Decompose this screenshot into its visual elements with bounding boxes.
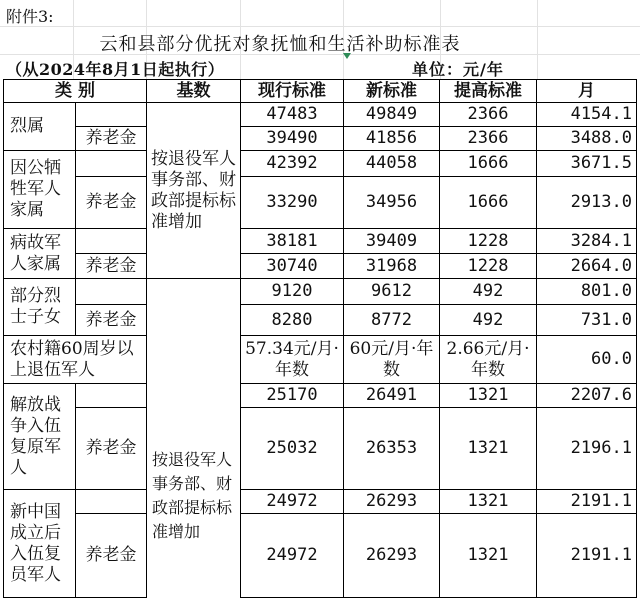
effective-date: （从2024年8月1日起执行） [6,60,225,79]
month-cell: 2913.0 [537,177,637,229]
new-cell: 41856 [344,127,440,151]
new-cell: 26491 [344,384,440,408]
increase-cell: 1228 [440,254,537,279]
table-row [4,336,637,384]
current-cell: 25170 [241,384,344,408]
new-cell: 60元/月·年数 [344,336,440,384]
month-cell: 2191.1 [537,490,637,514]
new-cell: 34956 [344,177,440,229]
category-cell: 因公牺牲军人家属 [4,151,76,229]
table-row [4,408,637,490]
month-cell: 801.0 [537,279,637,305]
header-current: 现行标准 [241,80,344,103]
current-cell: 24972 [241,514,344,598]
header-month: 月 [537,80,637,103]
increase-cell: 1321 [440,384,537,408]
document-title: 云和县部分优抚对象抚恤和生活补助标准表 [99,34,461,55]
category-cell: 部分烈士子女 [4,279,76,336]
new-cell: 26293 [344,514,440,598]
subcategory-cell: 养老金 [76,127,147,151]
current-cell: 47483 [241,103,344,127]
table-row [4,103,637,127]
table-row [4,229,637,254]
month-cell: 3488.0 [537,127,637,151]
table-row [4,151,637,177]
category-cell: 解放战争入伍复原军人 [4,384,76,490]
current-cell: 39490 [241,127,344,151]
header-increase: 提高标准 [440,80,537,103]
month-cell: 4154.1 [537,103,637,127]
header-category: 类 别 [4,80,147,103]
month-cell: 2191.1 [537,514,637,598]
increase-cell: 2.66元/月·年数 [440,336,537,384]
subcategory-cell [76,279,147,305]
subcategory-cell: 养老金 [76,305,147,336]
increase-cell: 1666 [440,151,537,177]
increase-cell: 492 [440,305,537,336]
increase-cell: 1666 [440,177,537,229]
table-row [4,177,637,229]
standards-table [3,79,637,598]
table-row [4,127,637,151]
current-cell: 30740 [241,254,344,279]
new-cell: 49849 [344,103,440,127]
basis-note-blank [147,279,241,598]
table-row [4,490,637,514]
month-cell: 731.0 [537,305,637,336]
subcategory-cell [76,490,147,514]
table-row [4,279,637,305]
new-cell: 26353 [344,408,440,490]
month-cell: 60.0 [537,336,637,384]
subcategory-cell [76,384,147,408]
table-row [4,514,637,598]
current-cell: 57.34元/月·年数 [241,336,344,384]
current-cell: 25032 [241,408,344,490]
increase-cell: 1228 [440,229,537,254]
current-cell: 8280 [241,305,344,336]
header-new: 新标准 [344,80,440,103]
increase-cell: 1321 [440,514,537,598]
current-cell: 33290 [241,177,344,229]
subcategory-cell: 养老金 [76,254,147,279]
increase-cell: 2366 [440,127,537,151]
category-cell: 烈属 [4,103,76,151]
new-cell: 31968 [344,254,440,279]
current-cell: 38181 [241,229,344,254]
table-row [4,254,637,279]
table-row [4,305,637,336]
basis-note-second: 按退役军人事务部、财政部提标标准增加 [152,450,233,541]
new-cell: 8772 [344,305,440,336]
unit-label: 单位：元/年 [412,60,504,79]
new-cell: 26293 [344,490,440,514]
subcategory-cell: 养老金 [76,177,147,229]
month-cell: 2664.0 [537,254,637,279]
subcategory-cell [76,151,147,177]
current-cell: 9120 [241,279,344,305]
month-cell: 2207.6 [537,384,637,408]
subcategory-cell: 养老金 [76,514,147,598]
attachment-label: 附件3: [6,7,54,26]
header-row [4,80,637,103]
new-cell: 9612 [344,279,440,305]
new-cell: 44058 [344,151,440,177]
new-cell: 39409 [344,229,440,254]
increase-cell: 2366 [440,103,537,127]
current-cell: 24972 [241,490,344,514]
category-cell: 病故军人家属 [4,229,76,279]
subcategory-cell [76,229,147,254]
subcategory-cell: 养老金 [76,408,147,490]
category-cell: 农村籍60周岁以上退伍军人 [4,336,147,384]
increase-cell: 492 [440,279,537,305]
month-cell: 3671.5 [537,151,637,177]
header-basis: 基数 [147,80,241,103]
increase-cell: 1321 [440,490,537,514]
category-cell: 新中国成立后入伍复员军人 [4,490,76,598]
table-row [4,384,637,408]
month-cell: 3284.1 [537,229,637,254]
month-cell: 2196.1 [537,408,637,490]
sheet-gridline [0,26,640,27]
current-cell: 42392 [241,151,344,177]
basis-note-cell: 按退役军人事务部、财政部提标标准增加 [147,103,241,279]
subcategory-cell [76,103,147,127]
increase-cell: 1321 [440,408,537,490]
